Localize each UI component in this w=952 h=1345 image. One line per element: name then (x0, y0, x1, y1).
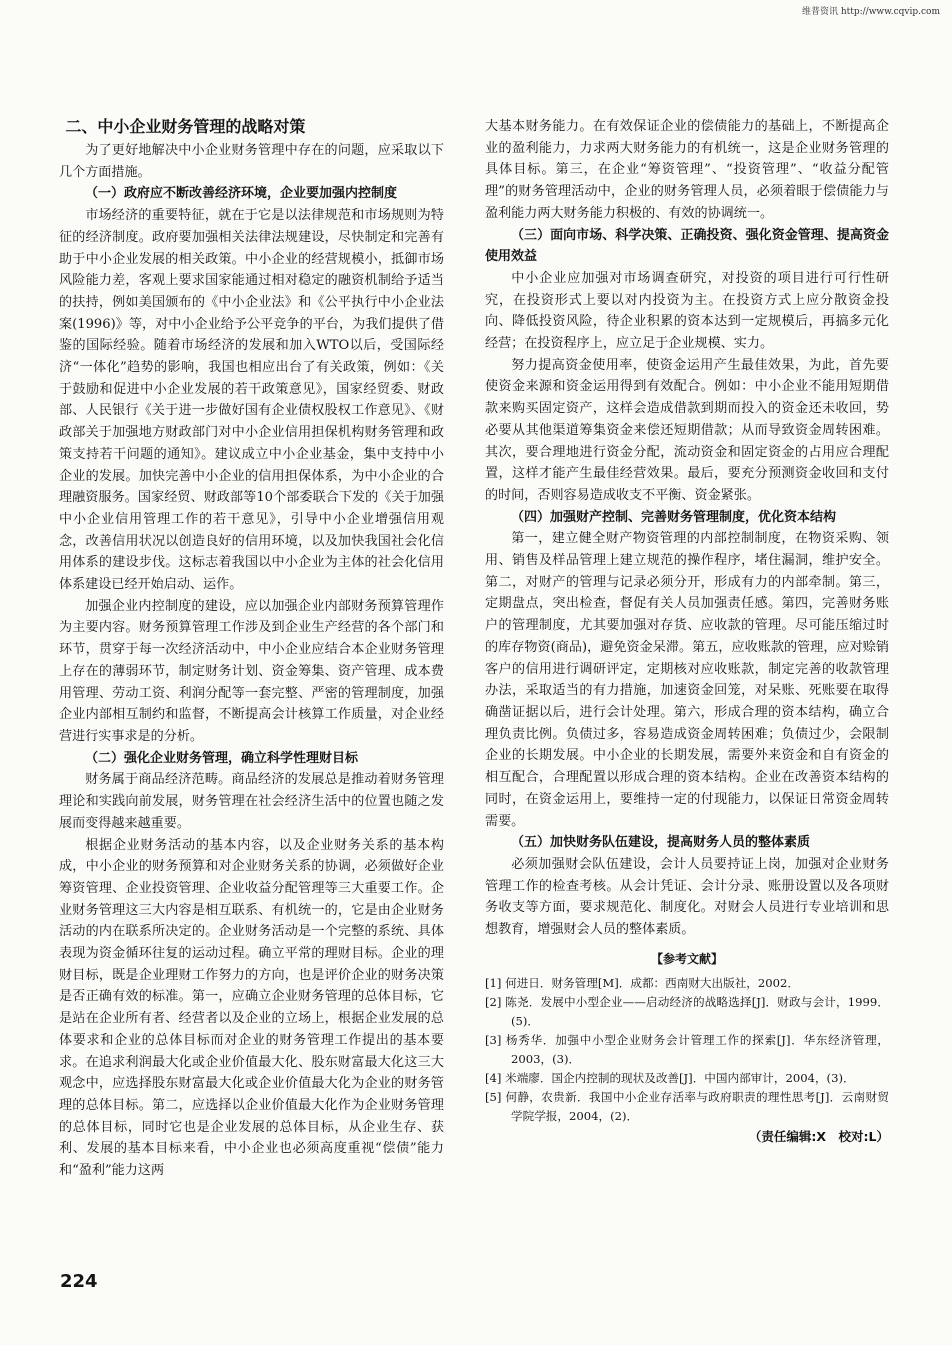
paragraph: 财务属于商品经济范畴。商品经济的发展总是推动着财务管理理论和实践向前发展，财务管理在社会经济生活中的位置也随之发展而变得越来越重要。 (59, 772, 444, 831)
references-list (485, 974, 889, 1126)
subsection-heading-1: （一）政府应不断改善经济环境，企业要加强内控制度 (85, 186, 398, 202)
subsection-heading-5: （五）加快财务队伍建设，提高财务人员的整体素质 (511, 835, 811, 851)
right-column (485, 116, 889, 1148)
reference-item: [5] 何静，农贵新．我国中小企业存活率与政府职责的理性思考[J]．云南财贸学院学报，2004，(2)． (485, 1090, 889, 1124)
editor-note: （责任编辑:X 校对:L） (748, 1129, 889, 1145)
paragraph: 加强企业内控制度的建设，应以加强企业内部财务预算管理作为主要内容。财务预算管理工作涉及到企业生产经营的各个部门和环节，贯穿于每一次经济活动中，中小企业应结合本企业财务管理上存在的薄弱环节，制定财务计划、资金筹集、资产管理、成本费用管理、劳动工资、利润分配等一套完整、严密的管理制度，加强企业内部相互制约和监督，不断提高会计核算工作质量，对企业经营进行实事求是的分析。 (59, 598, 444, 744)
paragraph: 中小企业应加强对市场调查研究，对投资的项目进行可行性研究，在投资形式上要以对内投资为主。在投资方式上应分散资金投向、降低投资风险，待企业积累的资本达到一定规模后，再搞多元化经营；在投资程序上，应立足于企业规模、实力。 (485, 270, 889, 352)
paragraph: 根据企业财务活动的基本内容，以及企业财务关系的基本构成，中小企业的财务预算和对企业财务关系的协调，必须做好企业筹资管理、企业投资管理、企业收益分配管理等三大重要工作。企业财务管理这三大内容是相互联系、有机统一的，它是由企业财务活动的内在联系所决定的。企业财务活动是一个完整的系统、具体表现为资金循环往复的运动过程。确立平常的理财目标。企业的理财目标，既是企业理财工作努力的方向，也是评价企业的财务决策是否正确有效的标准。第一，应确立企业财务管理的总体目标，它是站在企业所有者、经营者以及企业的立场上，根据企业发展的总体要求和企业的总体目标而对企业的财务管理工作提出的基本要求。在追求利润最大化或企业价值最大化、股东财富最大化这三大观念中，应选择股东财富最大化或企业价值最大化为企业的财务管理的总体目标。第二，应选择以企业价值最大化作为企业财务管理的总体目标，同时它也是企业发展的总体目标，从企业生存、获利、发展的基本目标来看，中小企业也必须高度重视“偿债”能力和“盈利”能力这两 (59, 837, 444, 1179)
paragraph: 大基本财务能力。在有效保证企业的偿债能力的基础上，不断提高企业的盈利能力，力求两大财务能力的有机统一，这是企业财务管理的具体目标。第三，在企业“筹资管理”、“投资管理”、“收益分配管理”的财务管理活动中，企业的财务管理人员，必须着眼于偿债能力与盈利能力两大财务能力积极的、有效的协调统一。 (485, 119, 889, 221)
paragraph: 第一，建立健全财产物资管理的内部控制制度，在物资采购、领用、销售及样品管理上建立规范的操作程序，堵住漏洞，维护安全。第二，对财产的管理与记录必须分开，形成有力的内部牵制。第三，定期盘点，突出检查，督促有关人员加强责任感。第四，完善财务账户的管理制度，尤其要加强对存货、应收款的管理。尽可能压缩过时的库存物资(商品)，避免资金呆滞。第五，应收账款的管理，应对赊销客户的信用进行调研评定，定期核对应收账款，制定完善的收款管理办法，采取适当的有力措施，加速资金回笼，对呆账、死账要在取得确凿证据以后，进行会计处理。第六，形成合理的资本结构，确立合理负责比例。负债过多，容易造成资金周转困难；负债过少，会限制企业的长期发展。中小企业的长期发展，需要外来资金和自有资金的相互配合，合理配置以形成合理的资本结构。企业在改善资本结构的同时，在资金运用上，要维持一定的付现能力，以保证日常资金周转需要。 (485, 531, 889, 829)
left-column (59, 116, 444, 1182)
site-header: 维普资讯 http://www.cqvip.com (801, 7, 940, 17)
reference-item: [2] 陈尧．发展中小型企业——启动经济的战略选择[J]．财政与会计，1999．(5)． (485, 995, 889, 1029)
paragraph: 市场经济的重要特征，就在于它是以法律规范和市场规则为特征的经济制度。政府要加强相关法律法规建设，尽快制定和完善有助于中小企业发展的相关政策。中小企业的经营规模小，抵御市场风险能力差，客观上要求国家能通过相对稳定的融资机制给予适当的扶持，例如美国颁布的《中小企业法》和《公平执行中小企业法案(1996)》等，对中小企业给予公平竞争的平台，为我们提供了借鉴的国际经验。随着市场经济的发展和加入WTO以后，受国际经济“一体化”趋势的影响，我国也相应出台了有关政策，例如：《关于鼓励和促进中小企业发展的若干政策意见》，国家经贸委、财政部、人民银行《关于进一步做好国有企业债权股权工作意见》、《财政部关于加强地方财政部门对中小企业信用担保机构财务管理和政策支持若干问题的通知》。建议成立中小企业基金，集中支持中小企业的发展。加快完善中小企业的信用担保体系，为中小企业的合理融资服务。国家经贸、财政部等10个部委联合下发的《关于加强中小企业信用管理工作的若干意见》，引导中小企业增强信用观念，改善信用状况以创造良好的信用环境，以及加快我国社会化信用体系的建设步伐。这标志着我国以中小企业为主体的社会化信用体系建设已经开始启动、运作。 (59, 208, 444, 593)
paragraph: 必须加强财会队伍建设，会计人员要持证上岗，加强对企业财务管理工作的检查考核。从会计凭证、会计分录、账册设置以及各项财务收支等方面，要求规范化、制度化。对财会人员进行专业培训和思想教育，增强财会人员的整体素质。 (485, 856, 889, 938)
reference-item: [3] 杨秀华．加强中小型企业财务会计管理工作的探索[J]．华东经济管理，2003，(3)． (485, 1033, 889, 1067)
subsection-heading-3: （三）面向市场、科学决策、正确投资、强化资金管理、提高资金使用效益 (485, 227, 889, 265)
subsection-heading-2: （二）强化企业财务管理，确立科学性理财目标 (85, 750, 359, 766)
page-number: 224 (60, 1271, 98, 1292)
subsection-heading-4: （四）加强财产控制、完善财务管理制度，优化资本结构 (511, 509, 837, 525)
intro-paragraph: 为了更好地解决中小企业财务管理中存在的问题，应采取以下几个方面措施。 (59, 143, 444, 180)
section-title: 二、中小企业财务管理的战略对策 (65, 117, 306, 136)
reference-item: [4] 米端廖．国企内控制的现状及改善[J]．中国内部审计，2004，(3)． (485, 1071, 855, 1086)
paragraph: 努力提高资金使用率，使资金运用产生最佳效果，为此，首先要使资金来源和资金运用得到有效配合。例如：中小企业不能用短期借款来购买固定资产，这样会造成借款到期而投入的资金还未收回，势必要从其他渠道筹集资金来偿还短期借款；从而导致资金周转困难。其次，要合理地进行资金分配，流动资金和固定资金的占用应合理配置，这样才能产生最佳经营效果。最后，要充分预测资金收回和支付的时间，否则容易造成收支不平衡、资金紧张。 (485, 357, 889, 503)
reference-item: [1] 何进日．财务管理[M]．成都：西南财大出版社，2002． (485, 976, 800, 991)
references-title: 【参考文献】 (650, 951, 723, 966)
